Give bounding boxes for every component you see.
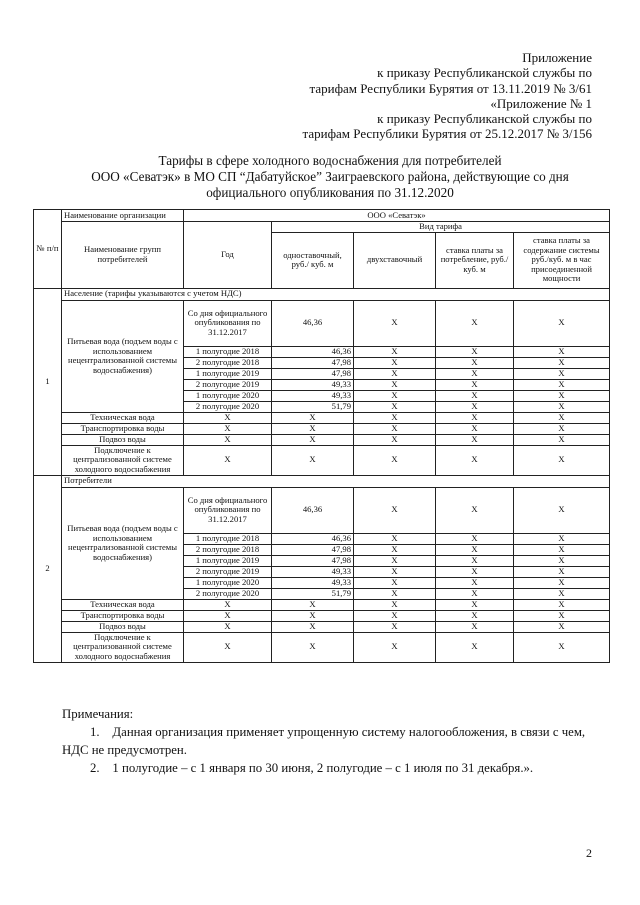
value-cell: Х xyxy=(514,621,610,632)
value-cell: Х xyxy=(514,632,610,662)
group-name: Транспортировка воды xyxy=(62,610,184,621)
period-cell: 2 полугодие 2020 xyxy=(184,588,272,599)
value-cell: Х xyxy=(354,412,436,423)
value-cell: Х xyxy=(436,621,514,632)
org-value: ООО «Севатэк» xyxy=(184,210,610,222)
one-part-value: 51,79 xyxy=(272,401,354,412)
value-cell: Х xyxy=(272,434,354,445)
value-cell: Х xyxy=(436,445,514,475)
rate-consumption-value: Х xyxy=(436,390,514,401)
two-part-value: Х xyxy=(354,487,436,533)
header-line: Приложение xyxy=(522,50,592,65)
section-title-row xyxy=(34,288,610,300)
one-part-value: 49,33 xyxy=(272,390,354,401)
two-part-value: Х xyxy=(354,379,436,390)
header-line: тарифам Республики Бурятия от 13.11.2019 № 3/61 xyxy=(309,80,592,96)
period-cell: Со дня официального опубликования по 31.12.2017 xyxy=(184,487,272,533)
rate-capacity-value: Х xyxy=(514,300,610,346)
col-num-header: № п/п xyxy=(34,210,62,289)
document-title xyxy=(70,153,590,201)
appendix-header xyxy=(252,50,592,142)
title-line: ООО «Севатэк» в МО СП “Дабатуйское” Заиграевского района, действующие со дня xyxy=(91,169,569,184)
table-row xyxy=(34,445,610,475)
group-label-header: Наименование групп потребителей xyxy=(62,222,184,289)
note-number: 2. xyxy=(90,761,100,775)
one-part-value: 47,98 xyxy=(272,368,354,379)
note-item xyxy=(62,723,602,741)
value-cell: Х xyxy=(436,632,514,662)
year-header: Год xyxy=(184,222,272,289)
two-part-value: Х xyxy=(354,533,436,544)
two-part-header: двухставочный xyxy=(354,232,436,288)
two-part-value: Х xyxy=(354,566,436,577)
title-line: Тарифы в сфере холодного водоснабжения для потребителей xyxy=(158,153,502,168)
value-cell: Х xyxy=(354,610,436,621)
rate-capacity-value: Х xyxy=(514,566,610,577)
rate-capacity-value: Х xyxy=(514,588,610,599)
value-cell: Х xyxy=(272,412,354,423)
notes xyxy=(62,705,602,777)
one-part-value: 49,33 xyxy=(272,566,354,577)
group-name: Техническая вода xyxy=(62,412,184,423)
one-part-value: 46,36 xyxy=(272,533,354,544)
rate-capacity-value: Х xyxy=(514,487,610,533)
value-cell: Х xyxy=(514,412,610,423)
rate-consumption-value: Х xyxy=(436,401,514,412)
two-part-value: Х xyxy=(354,544,436,555)
table-row xyxy=(34,610,610,621)
one-part-header: одноставочный, руб./ куб. м xyxy=(272,232,354,288)
page-number: 2 xyxy=(586,846,592,860)
value-cell: Х xyxy=(436,610,514,621)
value-cell: Х xyxy=(184,434,272,445)
header-line: тарифам Республики Бурятия от 25.12.2017 № 3/156 xyxy=(302,126,592,142)
one-part-value: 49,33 xyxy=(272,577,354,588)
rate-capacity-value: Х xyxy=(514,368,610,379)
value-cell: Х xyxy=(184,632,272,662)
value-cell: Х xyxy=(184,621,272,632)
org-label: Наименование организации xyxy=(62,210,184,222)
value-cell: Х xyxy=(354,434,436,445)
period-cell: 1 полугодие 2018 xyxy=(184,346,272,357)
one-part-value: 46,36 xyxy=(272,487,354,533)
two-part-value: Х xyxy=(354,300,436,346)
period-cell: 1 полугодие 2019 xyxy=(184,368,272,379)
two-part-value: Х xyxy=(354,390,436,401)
value-cell: Х xyxy=(184,610,272,621)
rate-consumption-value: Х xyxy=(436,357,514,368)
title-line: официального опубликования по 31.12.2020 xyxy=(206,185,454,200)
table-row xyxy=(34,412,610,423)
group-name: Подвоз воды xyxy=(62,434,184,445)
value-cell: Х xyxy=(436,599,514,610)
rate-capacity-value: Х xyxy=(514,357,610,368)
table-row xyxy=(34,599,610,610)
table-row xyxy=(34,434,610,445)
one-part-value: 47,98 xyxy=(272,357,354,368)
rate-consumption-value: Х xyxy=(436,300,514,346)
note-number: 1. xyxy=(90,725,100,739)
value-cell: Х xyxy=(354,445,436,475)
value-cell: Х xyxy=(272,610,354,621)
rate-consumption-value: Х xyxy=(436,544,514,555)
rate-capacity-value: Х xyxy=(514,555,610,566)
value-cell: Х xyxy=(184,445,272,475)
value-cell: Х xyxy=(436,434,514,445)
note-text: Данная организация применяет упрощенную систему налогообложения, в связи с чем, xyxy=(112,725,586,739)
table-row xyxy=(34,632,610,662)
rate-capacity-header: ставка платы за содержание системы руб./куб. м в час присоединенной мощности xyxy=(514,232,610,288)
value-cell: Х xyxy=(354,621,436,632)
rate-consumption-value: Х xyxy=(436,533,514,544)
rate-consumption-value: Х xyxy=(436,346,514,357)
group-name: Подвоз воды xyxy=(62,621,184,632)
one-part-value: 51,79 xyxy=(272,588,354,599)
period-cell: 2 полугодие 2019 xyxy=(184,379,272,390)
value-cell: Х xyxy=(436,412,514,423)
note-text: 1 полугодие – с 1 января по 30 июня, 2 полугодие – с 1 июля по 31 декабря.». xyxy=(112,761,534,775)
group-name: Подключение к централизованной системе холодного водоснабжения xyxy=(62,445,184,475)
section-title-row xyxy=(34,475,610,487)
value-cell: Х xyxy=(436,423,514,434)
group-name: Подключение к централизованной системе холодного водоснабжения xyxy=(62,632,184,662)
rate-consumption-value: Х xyxy=(436,555,514,566)
table-row xyxy=(34,621,610,632)
rate-capacity-value: Х xyxy=(514,577,610,588)
group-name: Питьевая вода (подъем воды с использованием нецентрализованной системы водоснабжения) xyxy=(62,487,184,599)
rate-consumption-value: Х xyxy=(436,379,514,390)
rate-capacity-value: Х xyxy=(514,346,610,357)
section-number: 2 xyxy=(34,475,62,662)
period-cell: 1 полугодие 2020 xyxy=(184,390,272,401)
value-cell: Х xyxy=(514,599,610,610)
rate-capacity-value: Х xyxy=(514,390,610,401)
two-part-value: Х xyxy=(354,577,436,588)
value-cell: Х xyxy=(184,412,272,423)
period-cell: 1 полугодие 2020 xyxy=(184,577,272,588)
rate-consumption-value: Х xyxy=(436,588,514,599)
value-cell: Х xyxy=(514,434,610,445)
one-part-value: 46,36 xyxy=(272,300,354,346)
two-part-value: Х xyxy=(354,368,436,379)
header-line: к приказу Республиканской службы по xyxy=(377,111,592,127)
two-part-value: Х xyxy=(354,588,436,599)
value-cell: Х xyxy=(272,621,354,632)
section-title: Население (тарифы указываются с учетом НДС) xyxy=(62,288,610,300)
table-row xyxy=(34,487,610,533)
header-line: «Приложение № 1 xyxy=(490,95,592,111)
one-part-value: 49,33 xyxy=(272,379,354,390)
section-number: 1 xyxy=(34,288,62,475)
value-cell: Х xyxy=(184,423,272,434)
rate-consumption-value: Х xyxy=(436,577,514,588)
value-cell: Х xyxy=(514,445,610,475)
value-cell: Х xyxy=(354,632,436,662)
period-cell: 2 полугодие 2018 xyxy=(184,357,272,368)
period-cell: 2 полугодие 2018 xyxy=(184,544,272,555)
two-part-value: Х xyxy=(354,401,436,412)
value-cell: Х xyxy=(272,423,354,434)
value-cell: Х xyxy=(184,599,272,610)
period-cell: 1 полугодие 2018 xyxy=(184,533,272,544)
group-name: Питьевая вода (подъем воды с использованием нецентрализованной системы водоснабжения) xyxy=(62,300,184,412)
value-cell: Х xyxy=(354,423,436,434)
value-cell: Х xyxy=(272,632,354,662)
period-cell: 2 полугодие 2020 xyxy=(184,401,272,412)
one-part-value: 47,98 xyxy=(272,555,354,566)
period-cell: 2 полугодие 2019 xyxy=(184,566,272,577)
two-part-value: Х xyxy=(354,555,436,566)
note-item xyxy=(62,759,602,777)
one-part-value: 46,36 xyxy=(272,346,354,357)
period-cell: 1 полугодие 2019 xyxy=(184,555,272,566)
note-text-cont: НДС не предусмотрен. xyxy=(62,743,187,757)
value-cell: Х xyxy=(272,445,354,475)
rate-consumption-header: ставка платы за потребление, руб./ куб. м xyxy=(436,232,514,288)
table-row xyxy=(34,423,610,434)
tariff-table xyxy=(33,209,610,663)
value-cell: Х xyxy=(354,599,436,610)
rate-capacity-value: Х xyxy=(514,544,610,555)
rate-capacity-value: Х xyxy=(514,379,610,390)
value-cell: Х xyxy=(272,599,354,610)
rate-consumption-value: Х xyxy=(436,487,514,533)
group-name: Транспортировка воды xyxy=(62,423,184,434)
two-part-value: Х xyxy=(354,346,436,357)
rate-capacity-value: Х xyxy=(514,401,610,412)
table-row xyxy=(34,300,610,346)
two-part-value: Х xyxy=(354,357,436,368)
tariff-type-header: Вид тарифа xyxy=(272,222,610,233)
value-cell: Х xyxy=(514,610,610,621)
period-cell: Со дня официального опубликования по 31.12.2017 xyxy=(184,300,272,346)
rate-capacity-value: Х xyxy=(514,533,610,544)
one-part-value: 47,98 xyxy=(272,544,354,555)
notes-heading: Примечания: xyxy=(62,707,134,721)
value-cell: Х xyxy=(514,423,610,434)
header-line: к приказу Республиканской службы по xyxy=(377,65,592,81)
group-name: Техническая вода xyxy=(62,599,184,610)
rate-consumption-value: Х xyxy=(436,566,514,577)
rate-consumption-value: Х xyxy=(436,368,514,379)
section-title: Потребители xyxy=(62,475,610,487)
